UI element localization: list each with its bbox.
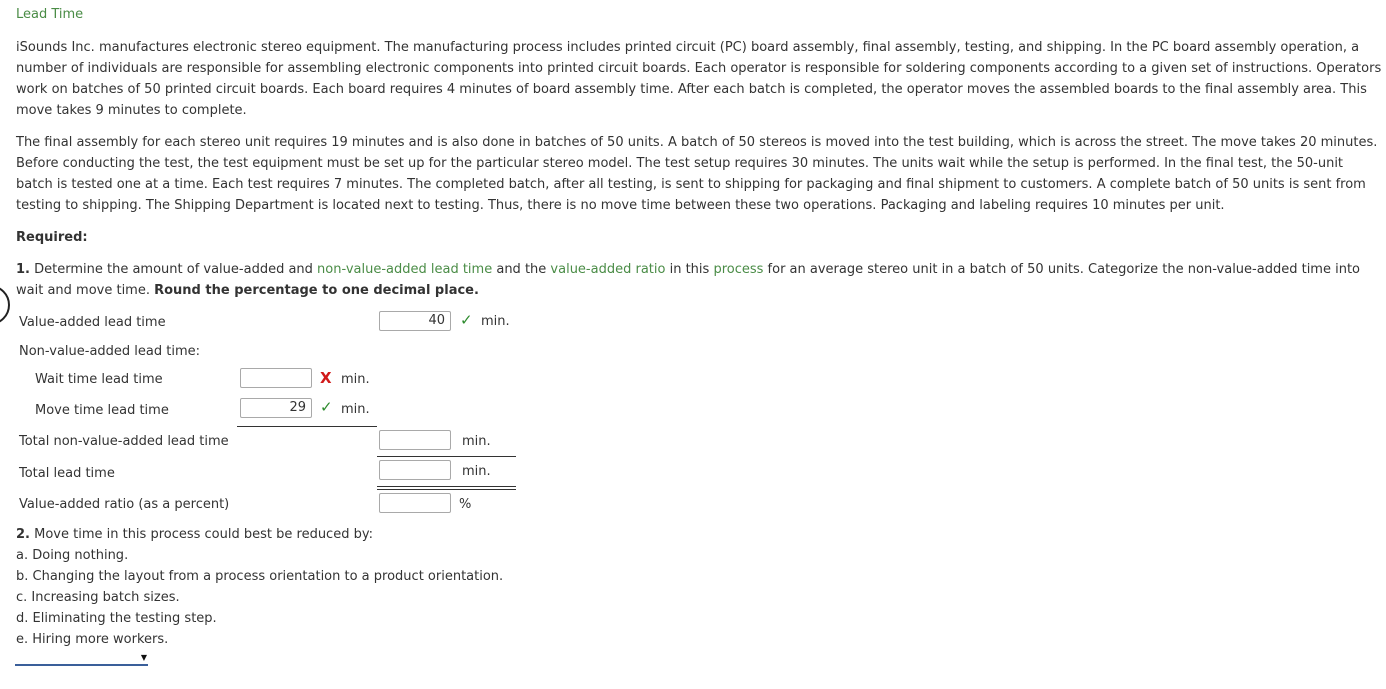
question-2-text [16, 527, 373, 542]
required-label: Required: [16, 230, 88, 245]
double-line-top [377, 486, 516, 487]
double-line-bottom [377, 489, 516, 490]
edge-circle-decoration [0, 285, 10, 325]
value-added-unit: min. [481, 314, 510, 329]
move-time-input[interactable]: 29 [240, 398, 312, 418]
wait-time-input[interactable] [240, 368, 312, 388]
total-line [377, 456, 516, 457]
page-title: Lead Time [16, 7, 84, 22]
total-nva-input[interactable] [379, 430, 451, 450]
question-2-number: 2. [16, 527, 30, 542]
question-1-text [16, 259, 1382, 301]
value-added-ratio-label: Value-added ratio (as a percent) [19, 497, 230, 512]
chevron-down-icon: ▼ [140, 653, 147, 662]
option-c: c. Increasing batch sizes. [16, 590, 180, 605]
option-b: b. Changing the layout from a process orientation to a product orientation. [16, 569, 504, 584]
q1-rounding-instruction: Round the percentage to one decimal place. [154, 283, 479, 298]
total-nva-label: Total non-value-added lead time [19, 434, 229, 449]
q1-text-4: for an average stereo unit in a batch of 50 units. Categorize the non-value-added time into wait and move time. [16, 262, 1360, 298]
value-added-lead-time-input[interactable]: 40 [379, 311, 451, 331]
total-nva-unit: min. [462, 434, 491, 449]
wait-time-label: Wait time lead time [35, 372, 163, 387]
correct-check-icon: ✓ [460, 311, 473, 329]
q1-text-1: Determine the amount of value-added and [29, 262, 318, 277]
total-lead-time-label: Total lead time [19, 466, 115, 481]
question-2-prompt: Move time in this process could best be reduced by: [29, 527, 373, 542]
question-1-number: 1. [16, 262, 30, 277]
link-non-value-added-lead-time[interactable]: non-value-added lead time [317, 262, 493, 277]
answer-dropdown[interactable] [15, 652, 148, 666]
option-e: e. Hiring more workers. [16, 632, 169, 647]
percent-unit: % [459, 497, 472, 512]
move-time-label: Move time lead time [35, 403, 169, 418]
total-lead-time-unit: min. [462, 464, 491, 479]
incorrect-cross-icon: X [320, 369, 332, 387]
link-value-added-ratio[interactable]: value-added ratio [550, 262, 666, 277]
intro-paragraph-2: The final assembly for each stereo unit requires 19 minutes and is also done in batches of 50 units. A batch of 50 stereos is moved into the test building, which is across the street. The move takes 20 minutes. Before conducting the test, the test equipment must be set up for the particular stereo model. The test setup requires 30 minutes. The units wait while the setup is performed. In the final test, the 50-unit batch is tested one at a time. Each test requires 7 minutes. The completed batch, after all testing, is sent to shipping for packaging and final shipment to customers. A complete batch of 50 units is sent from testing to shipping. The Shipping Department is located next to testing. Thus, there is no move time between these two operations. Packaging and labeling requires 10 minutes per unit. [16, 135, 1378, 213]
value-added-ratio-input[interactable] [379, 493, 451, 513]
non-value-added-header: Non-value-added lead time: [19, 344, 201, 359]
link-process[interactable]: process [713, 262, 764, 277]
correct-check-icon: ✓ [320, 398, 333, 416]
intro-paragraph-1: iSounds Inc. manufactures electronic stereo equipment. The manufacturing process includes printed circuit (PC) board assembly, final assembly, testing, and shipping. In the PC board assembly operation, a number of individuals are responsible for assembling electronic components into printed circuit boards. Each operator is responsible for soldering components according to a given set of instructions. Operators work on batches of 50 printed circuit boards. Each board requires 4 minutes of board assembly time. After each batch is completed, the operator moves the assembled boards to the final assembly area. This move takes 9 minutes to complete. [16, 40, 1382, 118]
option-d: d. Eliminating the testing step. [16, 611, 217, 626]
q1-text-2: and the [492, 262, 551, 277]
subtotal-line [237, 426, 377, 427]
value-added-lead-time-label: Value-added lead time [19, 315, 166, 330]
q1-text-3: in this [665, 262, 714, 277]
wait-time-unit: min. [341, 372, 370, 387]
option-a: a. Doing nothing. [16, 548, 129, 563]
move-time-unit: min. [341, 402, 370, 417]
total-lead-time-input[interactable] [379, 460, 451, 480]
